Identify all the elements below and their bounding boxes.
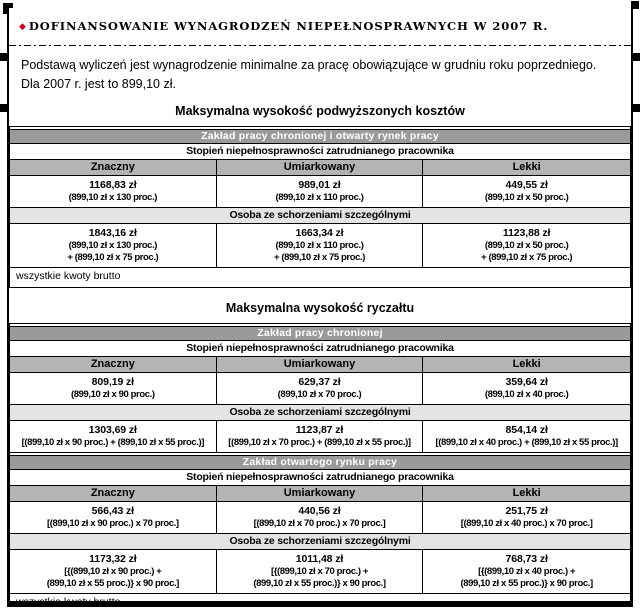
amount-cell [423,502,630,533]
formula-line: (899,10 zł x 130 proc.) [68,192,158,203]
section-heading-ryczalt: Maksymalna wysokość ryczałtu [225,301,415,315]
formula-line: (899,10 zł x 110 proc.) [275,192,364,203]
amount-value: 251,75 zł [505,505,548,517]
amount-value: 989,01 zł [298,179,341,191]
formula-line: [(899,10 zł x 90 proc.) x 70 proc.] [46,518,179,529]
amount-value: 1011,48 zł [295,553,344,565]
formula-line: [(899,10 zł x 90 proc.) + (899,10 zł x 55 proc.)] [21,437,205,448]
amount-value: 440,56 zł [298,505,341,517]
amount-value: 1123,88 zł [502,227,551,239]
formula-line: [(899,10 zł x 70 proc.) x 70 proc.] [253,518,386,529]
formula-line: (899,10 zł x 55 proc.)} x 90 proc.] [253,578,386,589]
amount-cell [423,224,630,267]
amount-value: 1843,16 zł [88,227,137,239]
costs-table [9,126,631,288]
standard-amounts-row [10,176,630,208]
formula-line: (899,10 zł x 55 proc.)} x 90 proc.] [46,578,179,589]
amount-value: 1303,69 zł [88,424,137,436]
degree-header-cell: Umiarkowany [217,357,424,372]
amount-value: 1168,83 zł [89,179,137,191]
degree-header-row [10,357,630,373]
amount-value: 566,43 zł [91,505,134,517]
standard-amounts-row [10,502,630,534]
document-frame [7,8,633,606]
formula-line: (899,10 zł x 70 proc.) [277,389,362,400]
intro-line-2: Dla 2007 r. jest to 899,10 zł. [21,77,176,91]
amount-cell [10,502,217,533]
formula-line: [(899,10 zł x 40 proc.) + (899,10 zł x 55 proc.)] [435,437,618,448]
section-heading-costs: Maksymalna wysokość podwyższonych kosztów [175,104,465,118]
amount-cell [217,421,424,452]
formula-line: (899,10 zł x 50 proc.) [484,240,569,251]
amount-cell [423,373,630,404]
amount-cell [217,176,424,207]
amount-value: 1123,87 zł [295,424,344,436]
amount-value: 1663,34 zł [295,227,344,239]
section-podwyzszone-koszty [9,104,631,288]
degree-header-cell: Lekki [423,486,630,501]
formula-line: (899,10 zł x 50 proc.) [484,192,569,203]
amount-cell [423,176,630,207]
formula-line: (899,10 zł x 130 proc.) [68,240,158,251]
band-header: Zakład pracy chronionej i otwarty rynek pracy [10,129,630,144]
formula-line: + (899,10 zł x 75 proc.) [67,252,159,263]
ryczalt-table [9,323,631,606]
intro-line-1: Podstawą wyliczeń jest wynagrodzenie minimalne za pracę obowiązujące w grudniu roku poprzedniego. [21,58,597,72]
special-amounts-row [10,421,630,453]
degree-header-cell: Lekki [423,160,630,175]
article-title: DOFINANSOWANIE WYNAGRODZEŃ NIEPEŁNOSPRAWNYCH W 2007 R. [28,19,549,33]
amount-value: 449,55 zł [505,179,548,191]
formula-line: [(899,10 zł x 70 proc.) + (899,10 zł x 55 proc.)] [228,437,411,448]
degree-header-cell: Znaczny [10,357,217,372]
amount-value: 854,14 zł [505,424,548,436]
degree-scope-row: Stopień niepełnosprawności zatrudnianego pracownika [10,470,630,486]
masthead [9,8,631,41]
formula-line: (899,10 zł x 40 proc.) [484,389,569,400]
degree-header-row [10,486,630,502]
formula-line: (899,10 zł x 90 proc.) [71,389,155,400]
special-conditions-row: Osoba ze schorzeniami szczególnymi [10,208,630,224]
intro-paragraph [9,46,631,94]
formula-line: (899,10 zł x 110 proc.) [275,240,364,251]
formula-line: + (899,10 zł x 75 proc.) [481,252,573,263]
formula-line: (899,10 zł x 55 proc.)} x 90 proc.] [460,578,593,589]
band-header: Zakład pracy chronionej [10,326,630,341]
formula-line: + (899,10 zł x 75 proc.) [273,252,365,263]
amount-cell [10,550,217,593]
amount-cell [10,176,217,207]
degree-header-cell: Znaczny [10,160,217,175]
degree-header-cell: Lekki [423,357,630,372]
amount-cell [10,421,217,452]
formula-line: [{(899,10 zł x 40 proc.) + [478,566,576,577]
amount-cell [217,224,424,267]
amount-cell [217,373,424,404]
amount-value: 1173,32 zł [89,553,137,565]
amount-cell [217,502,424,533]
degree-header-cell: Umiarkowany [217,486,424,501]
section-ryczalt [9,301,631,606]
special-conditions-row: Osoba ze schorzeniami szczególnymi [10,534,630,550]
amount-value: 359,64 zł [505,376,548,388]
formula-line: [(899,10 zł x 40 proc.) x 70 proc.] [460,518,593,529]
degree-header-cell: Znaczny [10,486,217,501]
standard-amounts-row [10,373,630,405]
degree-header-row [10,160,630,176]
amount-cell [423,421,630,452]
gross-amounts-note: wszystkie kwoty brutto [16,270,121,282]
amount-cell [10,373,217,404]
degree-scope-row: Stopień niepełnosprawności zatrudnianego pracownika [10,144,630,160]
special-amounts-row [10,550,630,594]
formula-line: [{(899,10 zł x 90 proc.) + [64,566,162,577]
special-amounts-row [10,224,630,268]
amount-cell [217,550,424,593]
degree-scope-row: Stopień niepełnosprawności zatrudnianego pracownika [10,341,630,357]
frame-bottom-border [7,601,633,607]
red-diamond-icon: ◆ [19,21,26,31]
amount-value: 629,37 zł [298,376,341,388]
formula-line: [{(899,10 zł x 70 proc.) + [270,566,369,577]
amount-cell [423,550,630,593]
band-header: Zakład otwartego rynku pracy [10,455,630,470]
selection-handle-right-lower[interactable] [632,104,640,112]
amount-cell [10,224,217,267]
amount-value: 809,19 zł [91,376,134,388]
degree-header-cell: Umiarkowany [217,160,424,175]
selection-handle-right-mid[interactable] [632,53,640,61]
special-conditions-row: Osoba ze schorzeniami szczególnymi [10,405,630,421]
amount-value: 768,73 zł [505,553,548,565]
